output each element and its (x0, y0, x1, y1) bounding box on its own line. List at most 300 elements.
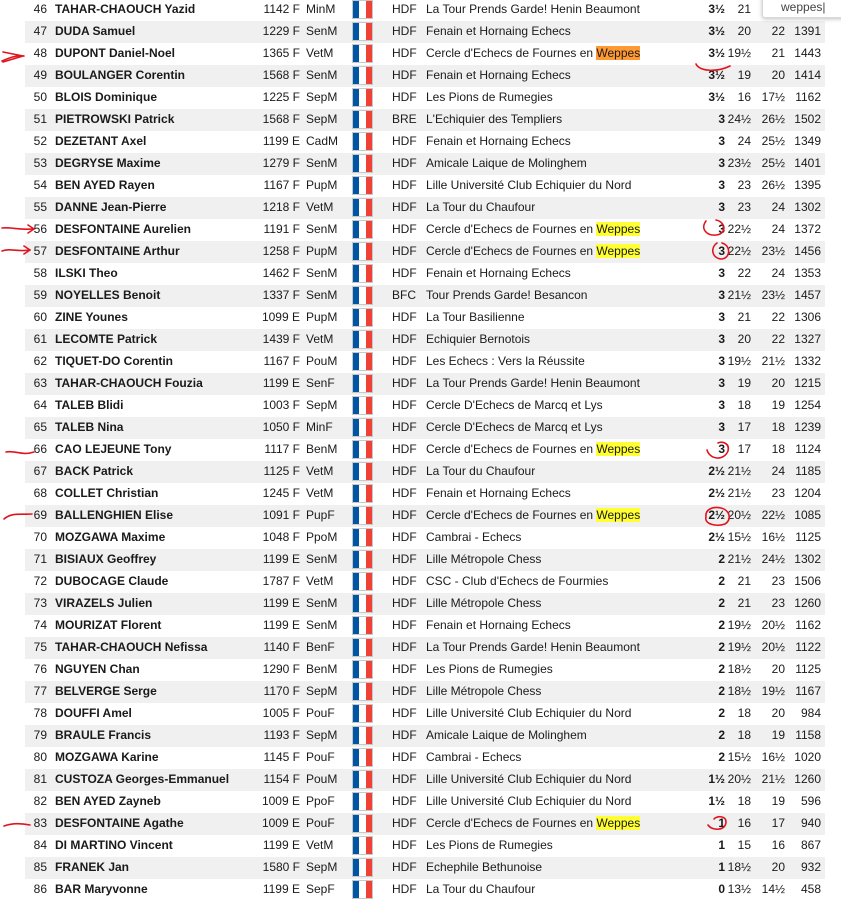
player-name-link[interactable]: DESFONTAINE Aurelien (55, 222, 192, 236)
tiebreak-cell: 19 (737, 376, 751, 390)
club-cell: Amicale Laique de Molinghem (426, 156, 587, 170)
find-query[interactable]: weppes| (781, 0, 826, 14)
points-cell: 3 (718, 266, 725, 280)
points-cell: 3 (718, 310, 725, 324)
player-name-link[interactable]: DUDA Samuel (55, 24, 136, 38)
flag-stripes (352, 792, 373, 811)
club-cell: Cercle D'Echecs de Marcq et Lys (426, 420, 603, 434)
club-cell: L'Echiquier des Templiers (426, 112, 563, 126)
france-flag-icon (352, 88, 373, 107)
points-cell: 2½ (708, 486, 725, 500)
player-name-link[interactable]: COLLET Christian (55, 486, 159, 500)
table-row (25, 791, 825, 813)
performance-cell: 1414 (794, 68, 821, 82)
france-flag-icon (352, 594, 373, 613)
rank-cell: 85 (33, 860, 47, 874)
tiebreak-cell: 18½ (727, 860, 751, 874)
player-name-link[interactable]: TIQUET-DO Corentin (55, 354, 173, 368)
france-flag-icon (352, 638, 373, 657)
points-cell: 3 (718, 376, 725, 390)
table-row (25, 131, 825, 153)
rank-cell: 77 (33, 684, 47, 698)
player-name-link[interactable]: ILSKI Theo (55, 266, 118, 280)
elo-cell: 1005 F (262, 706, 300, 720)
solkoff-cell: 19½ (761, 684, 785, 698)
league-cell: HDF (392, 464, 417, 478)
performance-cell: 1395 (794, 178, 821, 192)
solkoff-cell: 24½ (761, 552, 785, 566)
category-cell: PupM (306, 178, 338, 192)
elo-cell: 1337 F (262, 288, 300, 302)
player-name-link[interactable]: BEN AYED Rayen (55, 178, 155, 192)
table-row (25, 329, 825, 351)
tiebreak-cell: 19 (737, 68, 751, 82)
tiebreak-cell: 24 (737, 134, 751, 148)
club-name-text: Cercle d'Echecs de Fournes en (426, 508, 597, 522)
elo-cell: 1170 F (263, 684, 300, 698)
player-name-link[interactable]: BRAULE Francis (55, 728, 152, 742)
flag-stripes (352, 814, 373, 833)
flag-stripes (352, 66, 373, 85)
points-cell: 2 (718, 706, 725, 720)
points-cell: 3 (718, 442, 725, 456)
rank-cell: 69 (33, 508, 47, 522)
league-cell: HDF (392, 398, 417, 412)
points-cell: 3½ (708, 68, 725, 82)
table-row (25, 307, 825, 329)
category-cell: PouM (306, 354, 338, 368)
elo-cell: 1167 F (263, 354, 300, 368)
performance-cell: 1260 (794, 596, 821, 610)
rank-cell: 73 (33, 596, 47, 610)
solkoff-cell: 20½ (761, 618, 785, 632)
performance-cell: 1162 (795, 90, 821, 104)
player-name-link[interactable]: BALLENGHIEN Elise (55, 508, 174, 522)
league-cell: HDF (392, 728, 417, 742)
points-cell: 2 (718, 574, 725, 588)
table-row (25, 439, 825, 461)
flag-stripes (352, 220, 373, 239)
category-cell: PpoM (306, 530, 338, 544)
flag-stripes (352, 616, 373, 635)
table-row (25, 593, 825, 615)
performance-cell: 1302 (794, 552, 821, 566)
france-flag-icon (352, 462, 373, 481)
league-cell: HDF (392, 794, 417, 808)
player-name-link[interactable]: BACK Patrick (55, 464, 134, 478)
player-name-link[interactable]: DEZETANT Axel (55, 134, 147, 148)
performance-cell: 1260 (794, 772, 821, 786)
club-name-text: Cercle d'Echecs de Fournes en (426, 222, 597, 236)
flag-stripes (352, 748, 373, 767)
elo-cell: 1568 F (262, 112, 300, 126)
france-flag-icon (352, 660, 373, 679)
player-name-link[interactable]: TAHAR-CHAOUCH Fouzia (55, 376, 203, 390)
solkoff-cell: 26½ (761, 178, 785, 192)
club-cell: Lille Université Club Echiquier du Nord (426, 794, 632, 808)
france-flag-icon (352, 22, 373, 41)
elo-cell: 1009 E (261, 816, 300, 830)
flag-stripes (352, 22, 373, 41)
solkoff-cell: 25½ (761, 156, 785, 170)
france-flag-icon (352, 264, 373, 283)
performance-cell: 1124 (795, 442, 821, 456)
solkoff-cell: 23½ (761, 288, 785, 302)
tiebreak-cell: 21½ (727, 486, 751, 500)
solkoff-cell: 24 (771, 266, 785, 280)
elo-cell: 1568 F (262, 68, 300, 82)
france-flag-icon (352, 440, 373, 459)
points-cell: 3 (718, 112, 725, 126)
rank-cell: 53 (33, 156, 47, 170)
club-name-text: Cercle d'Echecs de Fournes en (426, 442, 597, 456)
player-name-link[interactable]: ZINE Younes (55, 310, 128, 324)
flag-stripes (352, 858, 373, 877)
player-name-link[interactable]: BELVERGE Serge (55, 684, 157, 698)
league-cell: HDF (392, 486, 417, 500)
club-cell: Cambrai - Echecs (426, 750, 522, 764)
category-cell: SenM (306, 618, 338, 632)
elo-cell: 1117 F (264, 442, 300, 456)
points-cell: 2 (718, 662, 725, 676)
tiebreak-cell: 22½ (727, 244, 751, 258)
table-row (25, 65, 825, 87)
france-flag-icon (352, 154, 373, 173)
player-name-link[interactable]: DOUFFI Amel (55, 706, 132, 720)
table-row (25, 241, 825, 263)
table-row (25, 571, 825, 593)
flag-stripes (352, 154, 373, 173)
table-row (25, 153, 825, 175)
category-cell: SenF (306, 376, 335, 390)
league-cell: HDF (392, 420, 417, 434)
solkoff-cell: 24 (771, 464, 785, 478)
performance-cell: 1502 (794, 112, 821, 126)
player-name-link[interactable]: LECOMTE Patrick (55, 332, 158, 346)
france-flag-icon (352, 858, 373, 877)
solkoff-cell: 20 (771, 706, 785, 720)
solkoff-cell: 26½ (761, 112, 785, 126)
player-name-link[interactable]: DESFONTAINE Arthur (55, 244, 180, 258)
category-cell: VetM (306, 838, 334, 852)
search-highlight: Weppes (596, 508, 641, 522)
club-cell: Fenain et Hornaing Echecs (426, 266, 571, 280)
player-name-link[interactable]: MOZGAWA Maxime (55, 530, 166, 544)
performance-cell: 1349 (794, 134, 821, 148)
table-row (25, 197, 825, 219)
performance-cell: 1327 (794, 332, 821, 346)
league-cell: HDF (392, 222, 417, 236)
flag-stripes (352, 660, 373, 679)
rank-cell: 48 (33, 46, 47, 60)
points-cell: 3½ (708, 24, 725, 38)
player-name-link[interactable]: CAO LEJEUNE Tony (55, 442, 172, 456)
category-cell: SenM (306, 552, 338, 566)
tiebreak-cell: 18 (737, 728, 751, 742)
club-cell: Cambrai - Echecs (426, 530, 522, 544)
search-highlight: Weppes (596, 222, 641, 236)
tiebreak-cell: 15½ (727, 750, 751, 764)
elo-cell: 1580 F (262, 860, 300, 874)
player-name-link[interactable]: TAHAR-CHAOUCH Yazid (55, 2, 196, 16)
performance-cell: 1215 (794, 376, 821, 390)
rank-cell: 83 (33, 816, 47, 830)
solkoff-cell: 18 (771, 442, 785, 456)
france-flag-icon (352, 726, 373, 745)
category-cell: PpoF (306, 794, 335, 808)
club-cell (426, 241, 640, 261)
league-cell: HDF (392, 662, 417, 676)
elo-cell: 1099 E (261, 310, 300, 324)
category-cell: SepM (306, 860, 338, 874)
club-cell (426, 439, 640, 459)
performance-cell: 932 (800, 860, 821, 874)
elo-cell: 1048 F (262, 530, 300, 544)
points-cell: 3 (718, 178, 725, 192)
solkoff-cell: 20 (771, 860, 785, 874)
player-name-link[interactable]: BLOIS Dominique (55, 90, 157, 104)
table-row (25, 285, 825, 307)
rank-cell: 63 (33, 376, 47, 390)
club-name-text: Cercle d'Echecs de Fournes en (426, 816, 597, 830)
player-name-link[interactable]: PIETROWSKI Patrick (55, 112, 175, 126)
category-cell: SepM (306, 728, 338, 742)
france-flag-icon (352, 66, 373, 85)
solkoff-cell: 22 (771, 332, 785, 346)
rank-cell: 62 (33, 354, 47, 368)
points-cell: 2 (718, 618, 725, 632)
club-cell: Tour Prends Garde! Besancon (426, 288, 588, 302)
france-flag-icon (352, 110, 373, 129)
club-cell: La Tour Prends Garde! Henin Beaumont (426, 640, 640, 654)
rank-cell: 58 (33, 266, 47, 280)
elo-cell: 1145 F (263, 750, 300, 764)
standings-table (25, 0, 825, 902)
solkoff-cell: 22 (771, 310, 785, 324)
table-row (25, 263, 825, 285)
rank-cell: 57 (33, 244, 47, 258)
elo-cell: 1199 E (262, 552, 300, 566)
elo-cell: 1199 E (262, 882, 300, 896)
category-cell: BenM (306, 662, 338, 676)
flag-stripes (352, 132, 373, 151)
league-cell: HDF (392, 750, 417, 764)
table-row (25, 43, 825, 65)
player-name-link[interactable]: NOYELLES Benoit (55, 288, 161, 302)
points-cell: 3 (718, 156, 725, 170)
flag-stripes (352, 374, 373, 393)
performance-cell: 458 (800, 882, 821, 896)
player-name-link[interactable]: DUPONT Daniel-Noel (55, 46, 176, 60)
player-name-link[interactable]: BAR Maryvonne (55, 882, 148, 896)
category-cell: BenM (306, 442, 338, 456)
tiebreak-cell: 19½ (727, 640, 751, 654)
flag-stripes (352, 682, 373, 701)
category-cell: SepM (306, 112, 338, 126)
club-cell: La Tour Basilienne (426, 310, 525, 324)
tiebreak-cell: 23 (737, 200, 751, 214)
category-cell: PupM (306, 310, 338, 324)
league-cell: BFC (392, 288, 416, 302)
find-bar[interactable] (762, 0, 841, 18)
tiebreak-cell: 15½ (727, 530, 751, 544)
elo-cell: 1365 F (262, 46, 300, 60)
solkoff-cell: 20½ (761, 640, 785, 654)
table-row (25, 0, 825, 21)
france-flag-icon (352, 682, 373, 701)
player-name-link[interactable]: TALEB Nina (55, 420, 124, 434)
player-name-link[interactable]: DEGRYSE Maxime (55, 156, 161, 170)
france-flag-icon (352, 176, 373, 195)
player-name-link[interactable]: BOULANGER Corentin (55, 68, 185, 82)
club-cell: Echiquier Bernotois (426, 332, 531, 346)
elo-cell: 1462 F (262, 266, 300, 280)
category-cell: SenM (306, 596, 338, 610)
points-cell: 3 (718, 200, 725, 214)
france-flag-icon (352, 528, 373, 547)
flag-stripes (352, 44, 373, 63)
league-cell: HDF (392, 68, 417, 82)
points-cell: 1 (718, 860, 725, 874)
points-cell: 2 (718, 728, 725, 742)
player-name-link[interactable]: BISIAUX Geoffrey (55, 552, 157, 566)
tiebreak-cell: 17 (737, 420, 751, 434)
player-name-link[interactable]: DI MARTINO Vincent (55, 838, 173, 852)
performance-cell: 1167 (795, 684, 821, 698)
flag-stripes (352, 264, 373, 283)
club-cell (426, 813, 640, 833)
solkoff-cell: 25½ (761, 134, 785, 148)
performance-cell: 1125 (795, 530, 821, 544)
league-cell: HDF (392, 618, 417, 632)
league-cell: HDF (392, 442, 417, 456)
league-cell: HDF (392, 244, 417, 258)
elo-cell: 1290 F (262, 662, 300, 676)
search-highlight: Weppes (596, 46, 641, 60)
category-cell: MinM (306, 2, 336, 16)
france-flag-icon (352, 198, 373, 217)
player-name-link[interactable]: NGUYEN Chan (55, 662, 140, 676)
club-cell: Fenain et Hornaing Echecs (426, 134, 571, 148)
points-cell: 2 (718, 684, 725, 698)
performance-cell: 1443 (794, 46, 821, 60)
league-cell: HDF (392, 376, 417, 390)
flag-stripes (352, 198, 373, 217)
flag-stripes (352, 0, 373, 19)
flag-stripes (352, 704, 373, 723)
player-name-link[interactable]: VIRAZELS Julien (55, 596, 153, 610)
player-name-link[interactable]: TAHAR-CHAOUCH Nefissa (55, 640, 208, 654)
league-cell: HDF (392, 816, 417, 830)
solkoff-cell: 16½ (761, 530, 785, 544)
performance-cell: 940 (800, 816, 821, 830)
elo-cell: 1199 E (262, 596, 300, 610)
points-cell: 3 (718, 134, 725, 148)
club-cell: Les Echecs : Vers la Réussite (426, 354, 585, 368)
club-cell: Lille Métropole Chess (426, 684, 542, 698)
club-cell: Lille Métropole Chess (426, 552, 542, 566)
table-row (25, 879, 825, 901)
table-row (25, 109, 825, 131)
league-cell: HDF (392, 156, 417, 170)
player-name-link[interactable]: BEN AYED Zayneb (55, 794, 161, 808)
elo-cell: 1199 E (262, 838, 300, 852)
club-cell: Fenain et Hornaing Echecs (426, 68, 571, 82)
france-flag-icon (352, 374, 373, 393)
club-name-text: Cercle d'Echecs de Fournes en (426, 244, 597, 258)
tiebreak-cell: 16 (737, 90, 751, 104)
points-cell: 3½ (708, 2, 725, 16)
points-cell: 0 (718, 882, 725, 896)
flag-stripes (352, 770, 373, 789)
elo-cell: 1009 E (261, 794, 300, 808)
points-cell: 2 (718, 596, 725, 610)
category-cell: SenM (306, 24, 338, 38)
flag-stripes (352, 352, 373, 371)
club-cell: La Tour du Chaufour (426, 464, 536, 478)
points-cell: 2 (718, 640, 725, 654)
club-cell: Lille Université Club Echiquier du Nord (426, 772, 632, 786)
france-flag-icon (352, 550, 373, 569)
tiebreak-cell: 18 (737, 794, 751, 808)
solkoff-cell: 24 (771, 222, 785, 236)
elo-cell: 1125 F (263, 464, 300, 478)
tiebreak-cell: 21½ (727, 552, 751, 566)
league-cell: HDF (392, 706, 417, 720)
flag-stripes (352, 330, 373, 349)
france-flag-icon (352, 572, 373, 591)
france-flag-icon (352, 704, 373, 723)
tiebreak-cell: 21 (737, 310, 751, 324)
performance-cell: 1158 (795, 728, 821, 742)
elo-cell: 1191 F (263, 222, 300, 236)
flag-stripes (352, 528, 373, 547)
table-row (25, 835, 825, 857)
player-name-link[interactable]: CUSTOZA Georges-Emmanuel (55, 772, 230, 786)
france-flag-icon (352, 44, 373, 63)
table-row (25, 505, 825, 527)
league-cell: HDF (392, 552, 417, 566)
rank-cell: 51 (33, 112, 47, 126)
rank-cell: 46 (33, 2, 47, 16)
flag-stripes (352, 440, 373, 459)
player-name-link[interactable]: DANNE Jean-Pierre (55, 200, 167, 214)
france-flag-icon (352, 352, 373, 371)
tiebreak-cell: 21½ (727, 288, 751, 302)
player-name-link[interactable]: DESFONTAINE Agathe (55, 816, 184, 830)
player-name-link[interactable]: FRANEK Jan (55, 860, 130, 874)
player-name-link[interactable]: DUBOCAGE Claude (55, 574, 169, 588)
solkoff-cell: 20 (771, 68, 785, 82)
rank-cell: 70 (33, 530, 47, 544)
club-cell: Fenain et Hornaing Echecs (426, 618, 571, 632)
league-cell: HDF (392, 508, 417, 522)
player-name-link[interactable]: MOURIZAT Florent (55, 618, 162, 632)
club-cell: Cercle D'Echecs de Marcq et Lys (426, 398, 603, 412)
table-row (25, 857, 825, 879)
rank-cell: 68 (33, 486, 47, 500)
performance-cell: 984 (800, 706, 821, 720)
club-cell: La Tour du Chaufour (426, 200, 536, 214)
table-row (25, 615, 825, 637)
player-name-link[interactable]: TALEB Blidi (55, 398, 124, 412)
tiebreak-cell: 19½ (727, 354, 751, 368)
france-flag-icon (352, 616, 373, 635)
france-flag-icon (352, 330, 373, 349)
rank-cell: 56 (33, 222, 47, 236)
player-name-link[interactable]: MOZGAWA Karine (55, 750, 159, 764)
table-row (25, 703, 825, 725)
